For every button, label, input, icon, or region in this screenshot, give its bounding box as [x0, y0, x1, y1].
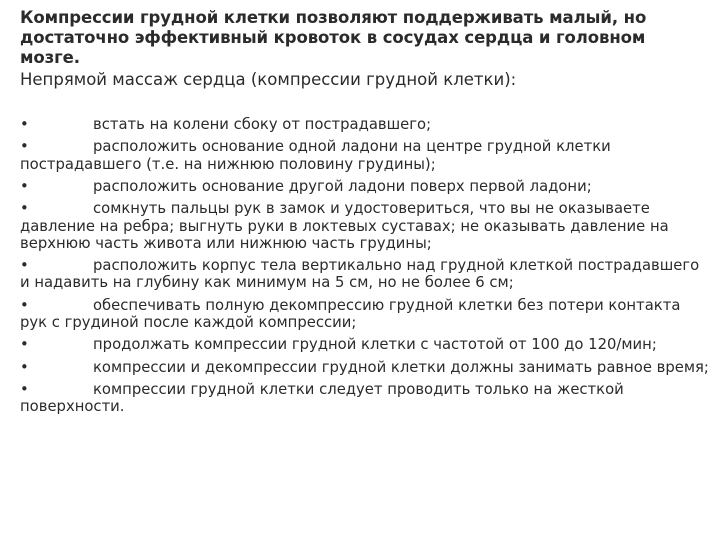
bullet-icon: • [20, 116, 29, 133]
instruction-list [20, 116, 710, 416]
list-item [20, 178, 710, 195]
list-item [20, 116, 710, 133]
list-item-text: сомкнуть пальцы рук в замок и удостовериться, что вы не оказываете давление на ребра; выгнуть руки в локтевых суставах; не оказывать давление на верхнюю часть живота или нижнюю часть грудины; [20, 200, 669, 252]
bullet-icon: • [20, 177, 29, 195]
bullet-icon: • [20, 358, 29, 376]
list-item-text: расположить основание одной ладони на центре грудной клетки пострадавшего (т.е. на нижнюю половину грудины); [20, 138, 611, 173]
list-item [20, 138, 710, 172]
list-item [20, 257, 710, 291]
list-item [20, 359, 710, 376]
list-item [20, 336, 710, 353]
subheading-text: Непрямой массаж сердца (компрессии грудной клетки): [20, 70, 517, 89]
bullet-icon: • [20, 381, 29, 399]
list-item [20, 297, 710, 331]
list-item-text: расположить основание другой ладони поверх первой ладони; [93, 177, 592, 195]
heading-text: Компрессии грудной клетки позволяют поддерживать малый, но достаточно эффективный кровоток в сосудах сердца и головном мозге. [20, 8, 647, 67]
list-item [20, 200, 710, 252]
list-item [20, 381, 710, 415]
bullet-icon: • [20, 138, 29, 156]
list-item-text: компрессии и декомпрессии грудной клетки должны занимать равное время; [93, 358, 709, 376]
list-item-text: встать на колени сбоку от пострадавшего; [93, 116, 432, 133]
bullet-icon: • [20, 336, 29, 354]
bullet-icon: • [20, 257, 29, 275]
list-item-text: расположить корпус тела вертикально над грудной клеткой пострадавшего и надавить на глубину как минимум на 5 см, но не более 6 см; [20, 257, 700, 292]
slide-content [20, 8, 710, 421]
list-item-text: обеспечивать полную декомпрессию грудной клетки без потери контакта рук с грудиной после каждой компрессии; [20, 296, 681, 331]
list-item-text: продолжать компрессии грудной клетки с частотой от 100 до 120/мин; [93, 336, 657, 354]
list-item-text: компрессии грудной клетки следует проводить только на жесткой поверхности. [20, 381, 624, 416]
bullet-icon: • [20, 200, 29, 218]
bullet-icon: • [20, 296, 29, 314]
